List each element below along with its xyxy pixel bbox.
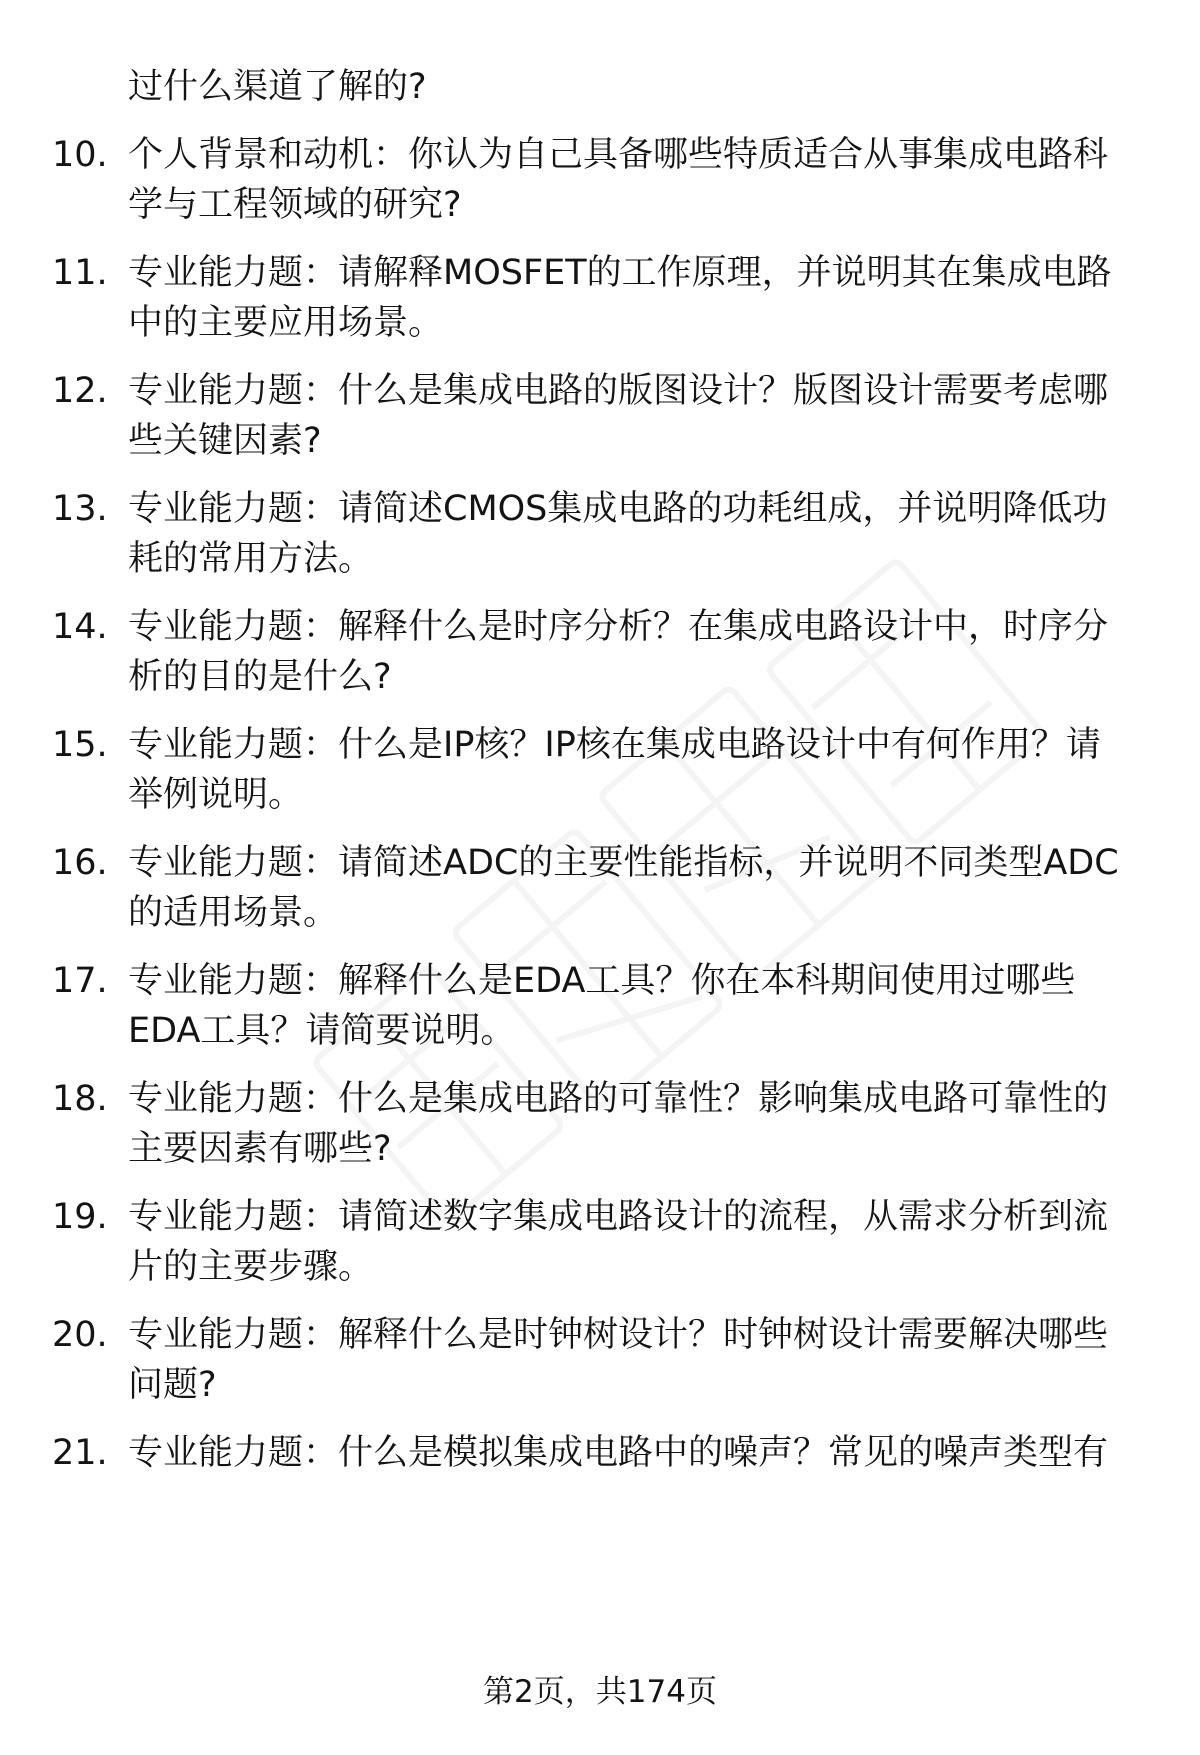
- item-text-line: 专业能力题：什么是模拟集成电路中的噪声？常见的噪声类型有: [128, 1433, 1109, 1473]
- item-text: [128, 956, 1148, 1056]
- item-number: 16.: [52, 843, 108, 883]
- item-text-line: 问题?: [128, 1365, 217, 1405]
- item-text-line: 专业能力题：请简述CMOS集成电路的功耗组成，并说明降低功: [128, 489, 1108, 529]
- item-text-line: 析的目的是什么?: [128, 657, 392, 697]
- item-text: [128, 602, 1148, 702]
- item-text-line: 主要因素有哪些?: [128, 1129, 392, 1169]
- item-text-line: 学与工程领域的研究?: [128, 185, 462, 225]
- item-text-line: 专业能力题：请简述数字集成电路设计的流程，从需求分析到流: [128, 1197, 1109, 1237]
- item-text-line: 专业能力题：解释什么是时序分析？在集成电路设计中，时序分: [128, 607, 1109, 647]
- item-number: 17.: [52, 961, 108, 1001]
- item-text: [128, 248, 1148, 348]
- item-text-line: 专业能力题：什么是集成电路的可靠性？影响集成电路可靠性的: [128, 1079, 1109, 1119]
- item-text-line: 举例说明。: [128, 775, 304, 815]
- item-number: 19.: [52, 1197, 108, 1237]
- item-text-line: 片的主要步骤。: [128, 1247, 374, 1287]
- page-footer: 第2页，共174页: [483, 1674, 717, 1710]
- item-text: [128, 1074, 1148, 1174]
- item-number: 15.: [52, 725, 108, 765]
- item-text-line: 的适用场景。: [128, 893, 339, 933]
- item-text-line: 中的主要应用场景。: [128, 303, 444, 343]
- item-number: 11.: [52, 253, 108, 293]
- item-text-line: 专业能力题：解释什么是EDA工具？你在本科期间使用过哪些: [128, 961, 1076, 1001]
- item-text-line: 专业能力题：请解释MOSFET的工作原理，并说明其在集成电路: [128, 253, 1112, 293]
- item-text-line: 个人背景和动机：你认为自己具备哪些特质适合从事集成电路科: [128, 135, 1109, 175]
- item-text: [128, 1192, 1148, 1292]
- item-number: 21.: [52, 1433, 108, 1473]
- item-text: [128, 130, 1148, 230]
- item-text: [128, 1310, 1148, 1410]
- item-text-line: EDA工具？请简要说明。: [128, 1011, 516, 1051]
- item-number: 14.: [52, 607, 108, 647]
- item-text-line: 专业能力题：请简述ADC的主要性能指标，并说明不同类型ADC: [128, 843, 1119, 883]
- item-number: 13.: [52, 489, 108, 529]
- item-text: [128, 484, 1148, 584]
- item-text-line: 专业能力题：什么是集成电路的版图设计？版图设计需要考虑哪: [128, 371, 1109, 411]
- item-number: 12.: [52, 371, 108, 411]
- item-text: [128, 1428, 1148, 1478]
- item-number: 18.: [52, 1079, 108, 1119]
- item-number: 10.: [52, 135, 108, 175]
- item-number: 20.: [52, 1315, 108, 1355]
- item-text-line: 专业能力题：解释什么是时钟树设计？时钟树设计需要解决哪些: [128, 1315, 1109, 1355]
- item-text: [128, 720, 1148, 820]
- item-text: [128, 838, 1148, 938]
- item-text-line: 些关键因素?: [128, 421, 322, 461]
- continuation-line: 过什么渠道了解的?: [128, 67, 427, 107]
- item-text-line: 耗的常用方法。: [128, 539, 374, 579]
- item-text-line: 专业能力题：什么是IP核？IP核在集成电路设计中有何作用？请: [128, 725, 1101, 765]
- item-text: [128, 366, 1148, 466]
